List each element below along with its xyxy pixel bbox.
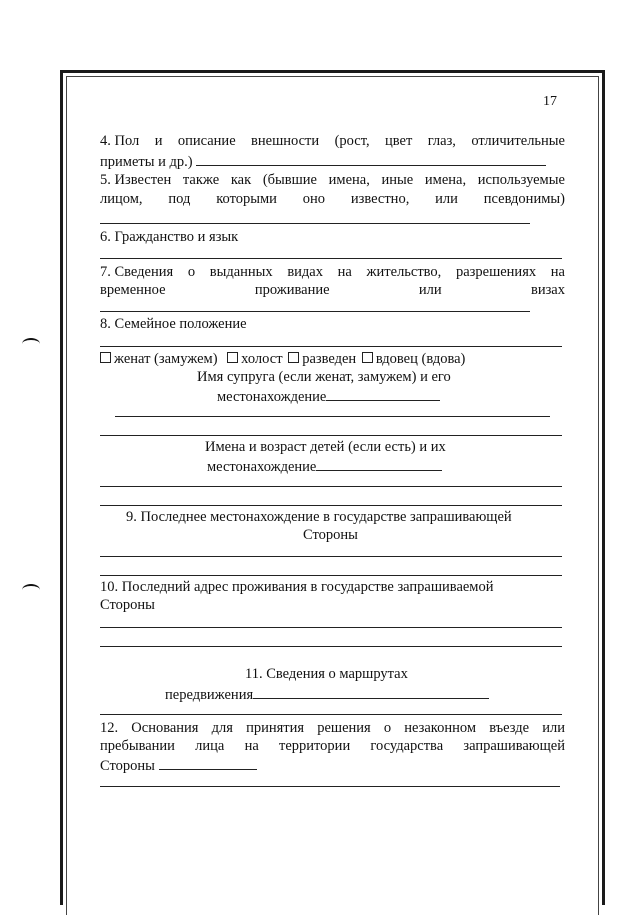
fill-line[interactable] <box>159 755 257 770</box>
word: или <box>542 720 565 736</box>
word: которыми <box>216 191 277 207</box>
fill-line[interactable] <box>100 646 562 647</box>
word: решения <box>317 720 371 736</box>
section-12-line-2 <box>100 737 565 755</box>
checkbox-divorced[interactable] <box>288 352 299 363</box>
word: Основания <box>131 720 199 736</box>
word: описание <box>177 133 236 149</box>
fill-line[interactable] <box>100 575 562 576</box>
section-4-line-1 <box>100 132 565 150</box>
fill-line[interactable] <box>316 456 442 471</box>
scan-mark <box>22 584 40 596</box>
word: 5. Известен <box>100 172 172 188</box>
word: также <box>182 172 220 188</box>
word: оно <box>302 191 326 207</box>
word: как <box>230 172 252 188</box>
word: имена, <box>328 172 370 188</box>
word: выданных <box>209 264 273 280</box>
word: 4. Пол <box>100 133 140 149</box>
word: или <box>418 282 442 298</box>
section-9-line-1: 9. Последнее местонахождение в государстве запрашивающей <box>126 509 512 525</box>
word: известно, <box>350 191 410 207</box>
option-label: вдовец (вдова) <box>375 351 466 367</box>
word: для <box>211 720 233 736</box>
checkbox-widowed[interactable] <box>362 352 373 363</box>
fill-line[interactable] <box>253 684 489 699</box>
word: имена, <box>424 172 467 188</box>
fill-line[interactable] <box>100 346 562 347</box>
option-label: женат (замужем) <box>114 351 218 367</box>
fill-line[interactable] <box>100 627 562 628</box>
word: (бывшие <box>262 172 317 188</box>
word: лица <box>195 738 225 754</box>
page-number: 17 <box>543 94 557 109</box>
word: отличительные <box>471 133 565 149</box>
section-10-line-2: Стороны <box>100 597 155 613</box>
word: 12. <box>100 720 119 736</box>
word: визах <box>530 282 565 298</box>
fill-line[interactable] <box>100 311 530 312</box>
label: местонахождение <box>217 389 327 405</box>
word: въезде <box>489 720 530 736</box>
fill-line[interactable] <box>100 556 562 557</box>
section-4-line-2 <box>100 151 546 171</box>
word: временное <box>100 282 166 298</box>
word: незаконном <box>404 720 477 736</box>
word: разрешениях <box>455 264 537 280</box>
word: или <box>435 191 458 207</box>
section-5-line-2 <box>100 190 565 208</box>
checkbox-married[interactable] <box>100 352 111 363</box>
word: иные <box>381 172 414 188</box>
fill-line[interactable] <box>100 223 530 224</box>
word: принятия <box>246 720 305 736</box>
section-7-line-1 <box>100 263 565 281</box>
label: Стороны <box>100 758 155 774</box>
fill-line[interactable] <box>100 505 562 506</box>
section-11-line-1: 11. Сведения о маршрутах <box>245 666 408 682</box>
word: 7. Сведения <box>100 264 174 280</box>
word: на <box>244 738 259 754</box>
section-7-line-2 <box>100 281 565 299</box>
word: под <box>168 191 191 207</box>
word: глаз, <box>427 133 456 149</box>
marital-status-options <box>100 350 465 368</box>
section-6-title: 6. Гражданство и язык <box>100 229 239 245</box>
word: пребывании <box>100 738 175 754</box>
word: территории <box>279 738 351 754</box>
word: и <box>154 133 163 149</box>
section-10-line-1: 10. Последний адрес проживания в государстве запрашиваемой <box>100 579 494 595</box>
fill-line[interactable] <box>115 416 550 417</box>
fill-line[interactable] <box>100 258 562 259</box>
option-label: разведен <box>302 351 357 367</box>
word: лицом, <box>100 191 143 207</box>
word: на <box>550 264 565 280</box>
option-label: холост <box>241 351 283 367</box>
word: на <box>337 264 352 280</box>
word: внешности <box>251 133 320 149</box>
section-12-line-3 <box>100 755 257 775</box>
spouse-label-line-1: Имя супруга (если женат, замужем) и его <box>197 369 451 385</box>
spouse-label-line-2 <box>217 386 440 406</box>
checkbox-single[interactable] <box>227 352 238 363</box>
section-5-line-1 <box>100 171 565 189</box>
word: о <box>383 720 392 736</box>
label: местонахождение <box>207 459 317 475</box>
children-label-line-2 <box>207 456 442 476</box>
fill-line[interactable] <box>196 151 546 166</box>
word: цвет <box>384 133 413 149</box>
word: используемые <box>477 172 565 188</box>
fill-line[interactable] <box>100 435 562 436</box>
scan-mark <box>22 338 40 350</box>
word: проживание <box>254 282 330 298</box>
word: видах <box>287 264 323 280</box>
word: (рост, <box>334 133 370 149</box>
children-label-line-1: Имена и возраст детей (если есть) и их <box>205 439 446 455</box>
section-12-line-1 <box>100 719 565 737</box>
word: жительство, <box>366 264 442 280</box>
fill-line[interactable] <box>100 714 562 715</box>
word: запрашивающей <box>463 738 565 754</box>
word: псевдонимы) <box>483 191 565 207</box>
fill-line[interactable] <box>100 786 560 787</box>
section-11-line-2 <box>165 684 489 704</box>
fill-line[interactable] <box>326 386 440 401</box>
section-9-line-2: Стороны <box>303 527 358 543</box>
fill-line[interactable] <box>100 486 562 487</box>
word: о <box>187 264 196 280</box>
section-8-title: 8. Семейное положение <box>100 316 247 332</box>
label: передвижения <box>165 687 254 703</box>
label: приметы и др.) <box>100 154 193 170</box>
word: государства <box>370 738 444 754</box>
